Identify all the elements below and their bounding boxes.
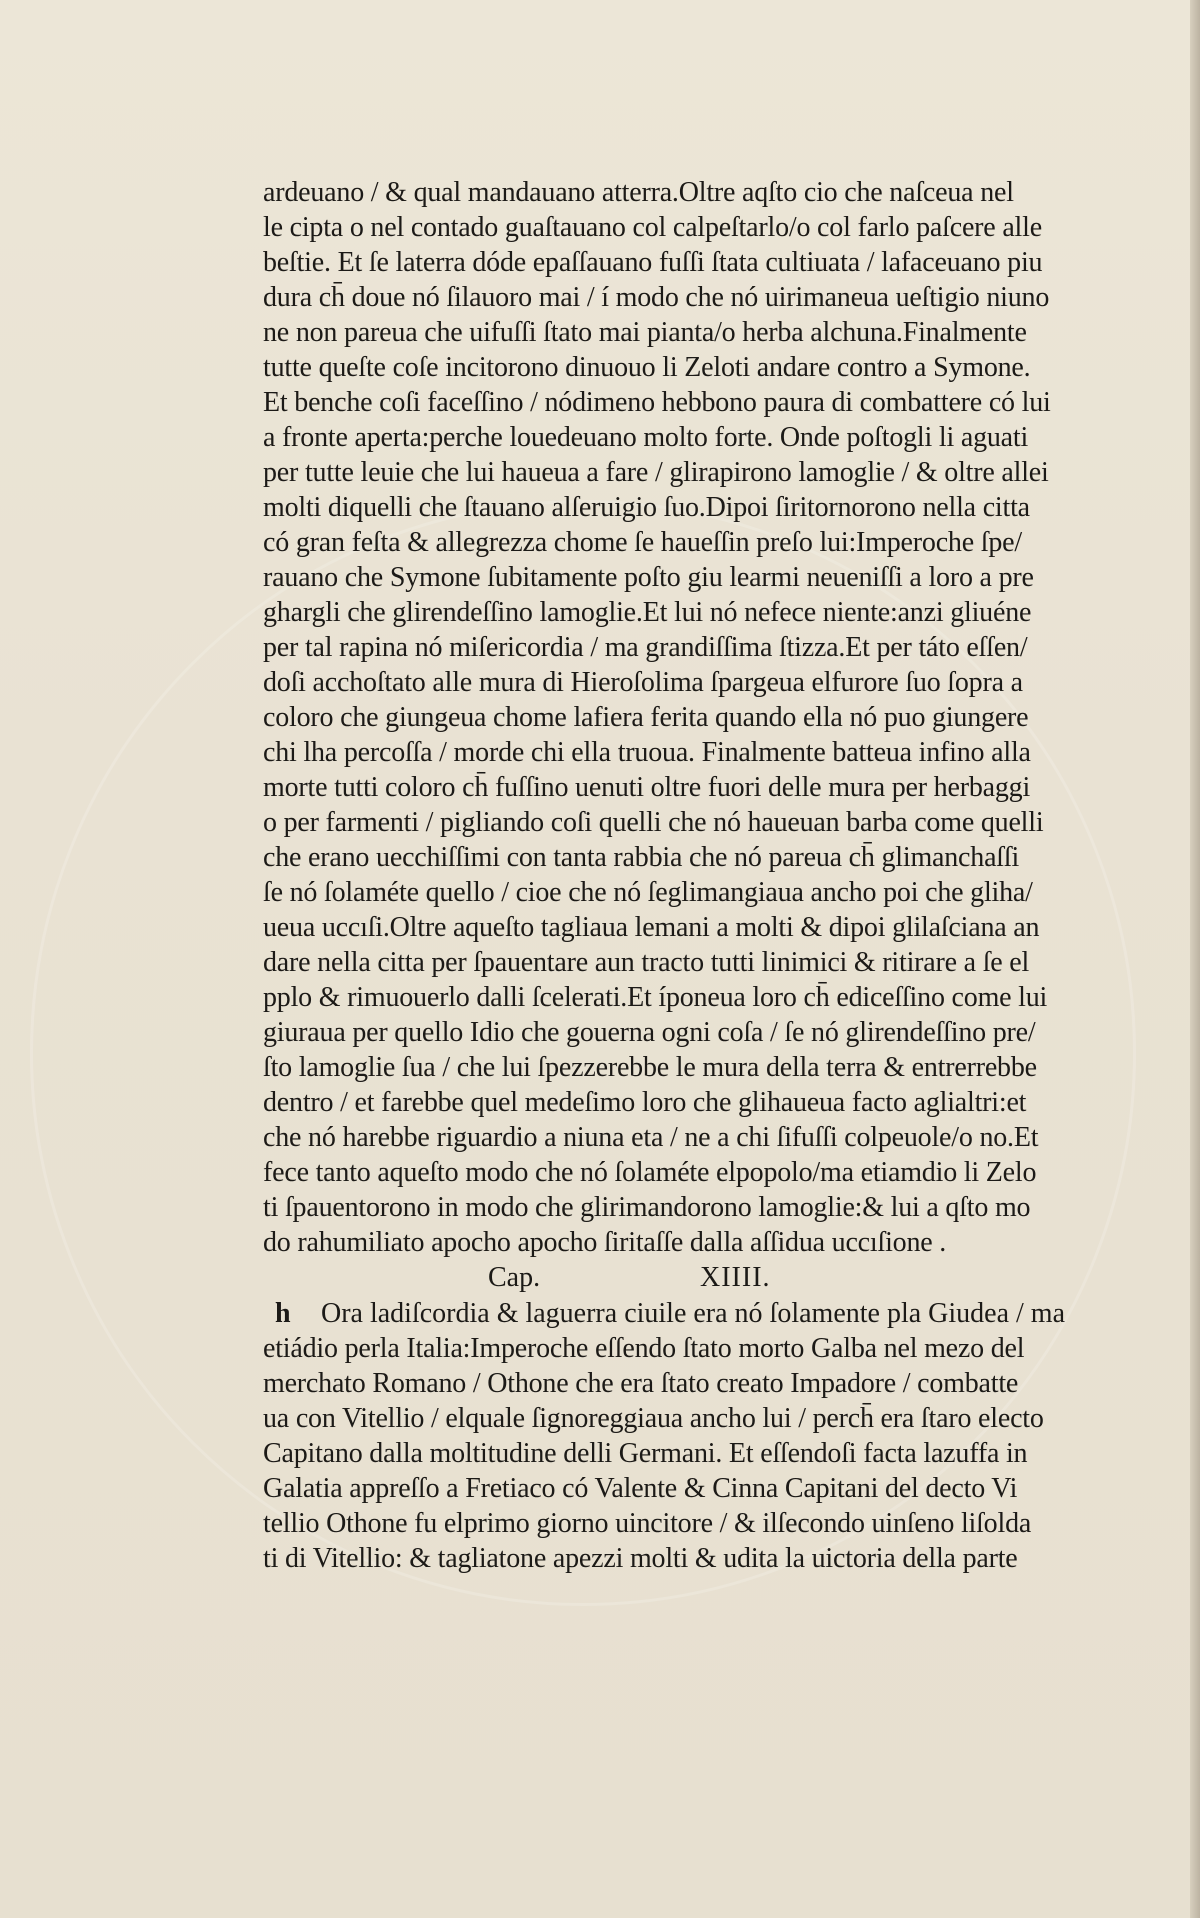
text-line: dare nella citta per ſpauentare aun tracto tutti linimici & ritirare a ſe el: [263, 947, 1030, 978]
text-line: rauano che Symone ſubitamente poſto giu learmi neueniſſi a loro a pre: [263, 562, 1034, 593]
text-line: merchato Romano / Othone che era ſtato creato Impadore / combatte: [263, 1368, 1019, 1399]
text-line: Et benche coſi faceſſino / nódimeno hebbono paura di combattere có lui: [263, 387, 1051, 418]
text-line: chi lha percoſſa / morde chi ella truoua. Finalmente batteua infino alla: [263, 737, 1031, 768]
text-line: ſto lamoglie ſua / che lui ſpezzerebbe le mura della terra & entrerrebbe: [263, 1052, 1037, 1083]
text-line: fece tanto aqueſto modo che nó ſolaméte elpopolo/ma etiamdio li Zelo: [263, 1157, 1037, 1188]
text-line: beſtie. Et ſe laterra dóde epaſſauano fuſſi ſtata cultiuata / lafaceuano piu: [263, 247, 1043, 278]
text-line: coloro che giungeua chome lafiera ferita quando ella nó puo giungere: [263, 702, 1029, 733]
text-line: morte tutti coloro ch̄ fuſſino uenuti oltre fuori delle mura per herbaggi: [263, 772, 1031, 803]
text-line: per tutte leuie che lui haueua a fare / glirapirono lamoglie / & oltre allei: [263, 457, 1049, 488]
text-line: doſi acchoſtato alle mura di Hieroſolima ſpargeua elfurore ſuo ſopra a: [263, 667, 1023, 698]
text-line: ghargli che glirendeſſino lamoglie.Et lui nó nefece niente:anzi gliuéne: [263, 597, 1032, 628]
text-line: Capitano dalla moltitudine delli Germani. Et eſſendoſi facta lazuffa in: [263, 1438, 1028, 1469]
text-line: tutte queſte coſe incitorono dinuouo li Zeloti andare contro a Symone.: [263, 352, 1031, 383]
page-edge: [1190, 0, 1200, 1918]
text-line: giuraua per quello Idio che gouerna ogni coſa / ſe nó glirendeſſino pre/: [263, 1017, 1036, 1048]
text-line: ti ſpauentorono in modo che glirimandorono lamoglie:& lui a qſto mo: [263, 1192, 1031, 1223]
chapter-heading: [263, 1260, 1123, 1296]
initial-letter: h: [275, 1298, 291, 1329]
text-line: per tal rapina nó miſericordia / ma grandiſſima ſtizza.Et per táto eſſen/: [263, 632, 1028, 663]
text-line: o per farmenti / pigliando coſi quelli che nó haueuan barba come quelli: [263, 807, 1044, 838]
chapter-first-line: [263, 1296, 1123, 1331]
text-line: pplo & rimuouerlo dalli ſcelerati.Et íponeua loro ch̄ ediceſſino come lui: [263, 982, 1048, 1013]
paragraph-after-chapter: [263, 1331, 1123, 1576]
text-line: ueua uccıſi.Oltre aqueſto tagliaua lemani a molti & dipoi glilaſciana an: [263, 912, 1040, 943]
text-line: molti diquelli che ſtauano alſeruigio ſuo.Dipoi ſiritornorono nella citta: [263, 492, 1030, 523]
text-line: ſe nó ſolaméte quello / cioe che nó ſeglimangiaua ancho poi che gliha/: [263, 877, 1033, 908]
text-line: dentro / et farebbe quel medeſimo loro che glihaueua facto aglialtri:et: [263, 1087, 1027, 1118]
first-line-text: Ora ladiſcordia & laguerra ciuile era nó ſolamente pla Giudea / ma: [321, 1298, 1066, 1329]
text-line: Galatia appreſſo a Fretiaco có Valente & Cinna Capitani del decto Vi: [263, 1473, 1018, 1504]
text-line: etiádio perla Italia:Imperoche eſſendo ſtato morto Galba nel mezo del: [263, 1333, 1025, 1364]
text-line: tellio Othone fu elprimo giorno uincitore / & ilſecondo uinſeno liſolda: [263, 1508, 1032, 1539]
text-line: ne non pareua che uifuſſi ſtato mai pianta/o herba alchuna.Finalmente: [263, 317, 1027, 348]
text-line: dura ch̄ doue nó ſilauoro mai / í modo che nó uirimaneua ueſtigio niuno: [263, 282, 1050, 313]
text-line: che erano uecchiſſimi con tanta rabbia che nó pareua ch̄ glimanchaſſi: [263, 842, 1020, 873]
text-line: a fronte aperta:perche louedeuano molto forte. Onde poſtogli li aguati: [263, 422, 1029, 453]
text-line: le cipta o nel contado guaſtauano col calpeſtarlo/o col farlo paſcere alle: [263, 212, 1042, 243]
text-line: ua con Vitellio / elquale ſignoreggiaua ancho lui / perch̄ era ſtaro electo: [263, 1403, 1044, 1434]
chapter-number: XIIII.: [700, 1262, 771, 1293]
chapter-label: Cap.: [488, 1262, 541, 1293]
text-block: [263, 175, 1123, 1576]
paragraph-before-chapter: [263, 175, 1123, 1260]
text-line: che nó harebbe riguardio a niuna eta / ne a chi ſifuſſi colpeuole/o no.Et: [263, 1122, 1039, 1153]
text-line: ardeuano / & qual mandauano atterra.Oltre aqſto cio che naſceua nel: [263, 177, 1014, 208]
text-line: do rahumiliato apocho apocho ſiritaſſe dalla aſſidua uccıſione .: [263, 1227, 947, 1258]
text-line: ti di Vitellio: & tagliatone apezzi molti & udita la uictoria della parte: [263, 1543, 1018, 1574]
text-line: có gran feſta & allegrezza chome ſe haueſſin preſo lui:Imperoche ſpe/: [263, 527, 1022, 558]
